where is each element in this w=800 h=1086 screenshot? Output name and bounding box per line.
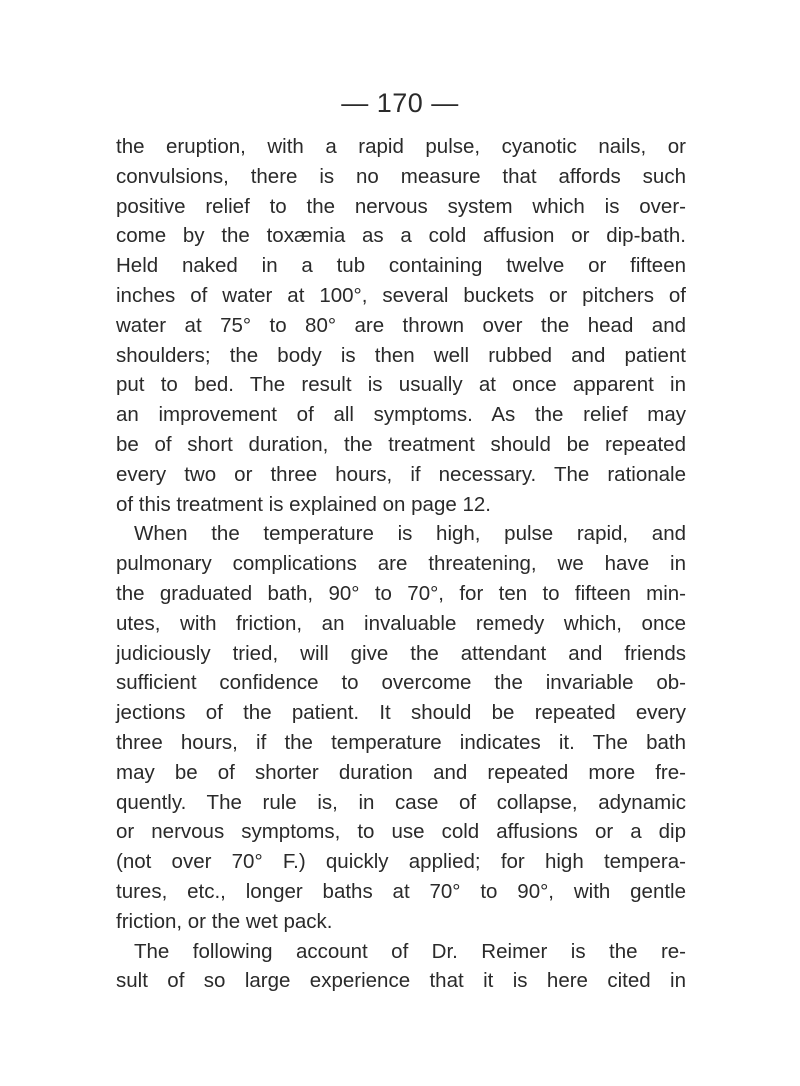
text-line: Held naked in a tub containing twelve or fifteen bbox=[116, 254, 686, 278]
text-line: pulmonary complications are threatening, we have in bbox=[116, 552, 686, 576]
text-line: water at 75° to 80° are thrown over the head and bbox=[116, 313, 686, 337]
text-line: an improvement of all symptoms. As the relief may bbox=[116, 403, 686, 427]
text-line: The following account of Dr. Reimer is the re- bbox=[134, 939, 686, 963]
text-line: three hours, if the temperature indicates it. The bath bbox=[116, 730, 686, 754]
text-line: every two or three hours, if necessary. The rationale bbox=[116, 462, 686, 486]
text-line: friction, or the wet pack. bbox=[116, 909, 333, 933]
text-line: may be of shorter duration and repeated more fre- bbox=[116, 760, 686, 784]
text-line: come by the toxæmia as a cold affusion or dip-bath. bbox=[116, 224, 686, 248]
text-line: (not over 70° F.) quickly applied; for high tempera- bbox=[116, 850, 686, 874]
text-line: sult of so large experience that it is here cited in bbox=[116, 969, 686, 993]
body-text bbox=[116, 132, 686, 996]
text-line: When the temperature is high, pulse rapid, and bbox=[134, 522, 686, 546]
text-line: quently. The rule is, in case of collapse, adynamic bbox=[116, 790, 686, 814]
text-line: positive relief to the nervous system which is over- bbox=[116, 194, 686, 218]
text-line: judiciously tried, will give the attendant and friends bbox=[116, 641, 686, 665]
text-line: shoulders; the body is then well rubbed and patient bbox=[116, 343, 686, 367]
text-line: be of short duration, the treatment should be repeated bbox=[116, 432, 686, 456]
text-line: the graduated bath, 90° to 70°, for ten to fifteen min- bbox=[116, 581, 686, 605]
text-line: put to bed. The result is usually at once apparent in bbox=[116, 373, 686, 397]
text-line: convulsions, there is no measure that affords such bbox=[116, 164, 686, 188]
text-line: tures, etc., longer baths at 70° to 90°, with gentle bbox=[116, 879, 686, 903]
page-number: — 170 — bbox=[341, 88, 459, 118]
text-line: or nervous symptoms, to use cold affusions or a dip bbox=[116, 820, 686, 844]
text-line: sufficient confidence to overcome the invariable ob- bbox=[116, 671, 686, 695]
text-line: the eruption, with a rapid pulse, cyanotic nails, or bbox=[116, 135, 686, 158]
text-line: utes, with friction, an invaluable remedy which, once bbox=[116, 611, 686, 635]
text-line: of this treatment is explained on page 12. bbox=[116, 492, 491, 516]
text-line: jections of the patient. It should be repeated every bbox=[116, 701, 686, 725]
text-line: inches of water at 100°, several buckets or pitchers of bbox=[116, 283, 686, 307]
